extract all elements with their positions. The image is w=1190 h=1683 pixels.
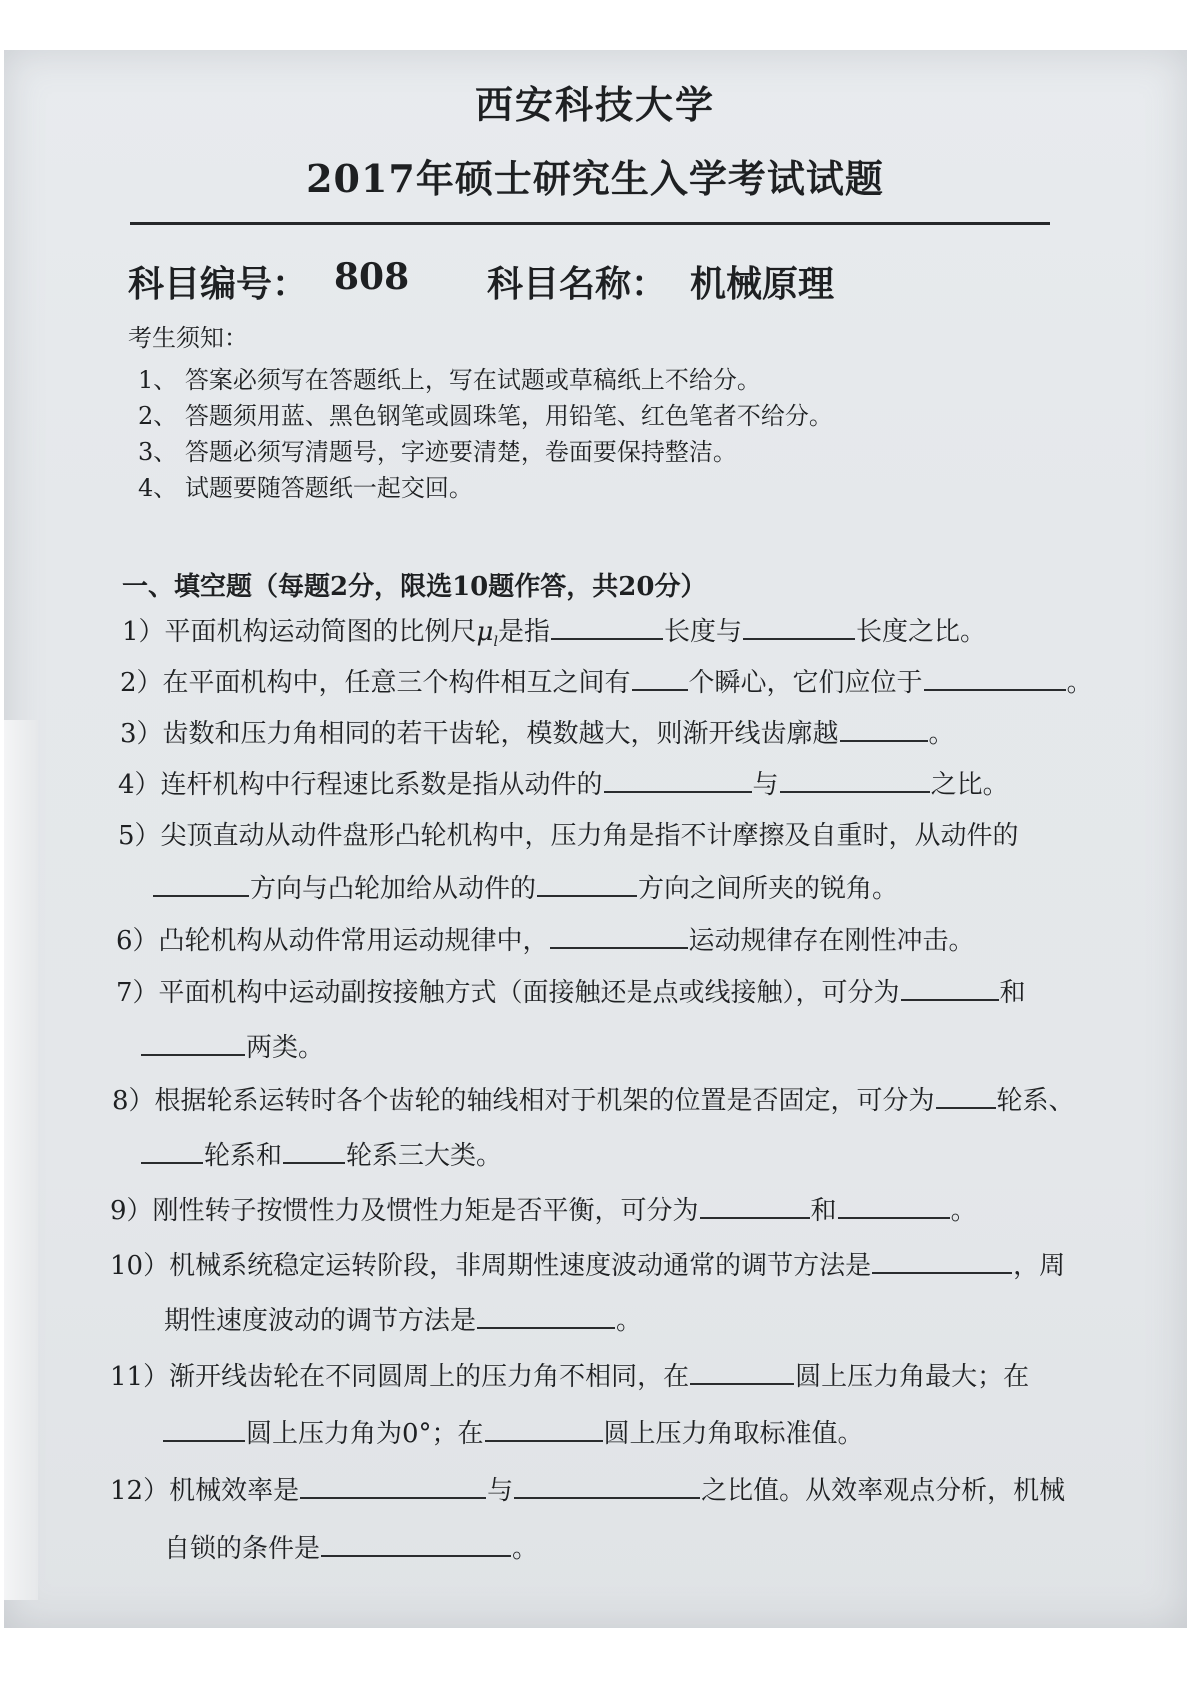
question-1: 1）平面机构运动简图的比例尺$\mu_l$是指 长度与 长度之比。 [122, 617, 986, 651]
question-2: 2）在平面机构中，任意三个构件相互之间有 个瞬心，它们应位于 。 [120, 668, 1093, 698]
answer-blank[interactable] [838, 1195, 950, 1219]
question-8-line-1: 8）根据轮系运转时各个齿轮的轴线相对于机架的位置是否固定，可分为 轮系、 [112, 1086, 1075, 1116]
answer-blank[interactable] [551, 616, 663, 640]
question-6: 6）凸轮机构从动件常用运动规律中， 运动规律存在刚性冲击。 [116, 926, 975, 956]
answer-blank[interactable] [872, 1250, 1012, 1274]
answer-blank[interactable] [743, 616, 855, 640]
notice-item: 3、 答题必须写清题号，字迹要清楚，卷面要保持整洁。 [138, 438, 737, 466]
answer-blank[interactable] [936, 1085, 996, 1109]
answer-blank[interactable] [901, 977, 999, 1001]
question-5-line-1: 5）尖顶直动从动件盘形凸轮机构中，压力角是指不计摩擦及自重时，从动件的 [118, 821, 1019, 851]
question-10-line-2: 期性速度波动的调节方法是 。 [164, 1306, 643, 1336]
answer-blank[interactable] [485, 1418, 603, 1442]
question-5-line-2: 方向与凸轮加给从动件的 方向之间所夹的锐角。 [152, 872, 898, 906]
answer-blank[interactable] [604, 769, 752, 793]
question-7-line-2: 两类。 [140, 1031, 324, 1065]
answer-blank[interactable] [690, 1361, 794, 1385]
question-9: 9）刚性转子按惯性力及惯性力矩是否平衡，可分为 和 。 [110, 1196, 977, 1226]
question-12-line-1: 12）机械效率是 与 之比值。从效率观点分析，机械 [110, 1476, 1066, 1506]
notice-title: 考生须知： [128, 324, 248, 352]
section-title: 一、填空题（每题2分，限选10题作答，共20分） [122, 572, 707, 602]
answer-blank[interactable] [321, 1533, 511, 1557]
subject-code-label: 科目编号： [128, 263, 309, 305]
question-11-line-1: 11）渐开线齿轮在不同圆周上的压力角不相同，在 圆上压力角最大；在 [110, 1362, 1030, 1392]
answer-blank[interactable] [141, 1032, 245, 1056]
answer-blank[interactable] [141, 1140, 203, 1164]
question-7-line-1: 7）平面机构中运动副按接触方式（面接触还是点或线接触），可分为 和 [116, 978, 1026, 1008]
notice-item: 2、 答题须用蓝、黑色钢笔或圆珠笔，用铅笔、红色笔者不给分。 [138, 402, 833, 430]
answer-blank[interactable] [514, 1475, 700, 1499]
notice-item: 1、 答案必须写在答题纸上，写在试题或草稿纸上不给分。 [138, 366, 761, 394]
school-name: 西安科技大学 [474, 82, 715, 127]
question-10-line-1: 10）机械系统稳定运转阶段，非周期性速度波动通常的调节方法是 ，周 [110, 1251, 1066, 1281]
subject-name-label: 科目名称： [487, 263, 668, 305]
answer-blank[interactable] [153, 873, 249, 897]
subject-name: 机械原理 [690, 263, 835, 305]
question-3: 3）齿数和压力角相同的若干齿轮，模数越大，则渐开线齿廓越 。 [120, 719, 955, 749]
answer-blank[interactable] [300, 1475, 486, 1499]
answer-blank[interactable] [550, 925, 688, 949]
answer-blank[interactable] [632, 667, 688, 691]
exam-title: 2017年硕士研究生入学考试试题 [306, 156, 884, 201]
question-8-line-2: 轮系和 轮系三大类。 [140, 1139, 502, 1173]
title-divider [130, 222, 1050, 225]
answer-blank[interactable] [840, 718, 928, 742]
question-4: 4）连杆机构中行程速比系数是指从动件的 与 之比。 [118, 770, 1009, 800]
answer-blank[interactable] [780, 769, 930, 793]
answer-blank[interactable] [283, 1140, 345, 1164]
question-11-line-2: 圆上压力角为0°；在 圆上压力角取标准值。 [162, 1417, 864, 1451]
answer-blank[interactable] [924, 667, 1066, 691]
answer-blank[interactable] [163, 1418, 245, 1442]
question-12-line-2: 自锁的条件是 。 [164, 1534, 539, 1564]
answer-blank[interactable] [537, 873, 637, 897]
notice-item: 4、 试题要随答题纸一起交回。 [138, 474, 473, 502]
answer-blank[interactable] [477, 1305, 615, 1329]
subject-code: 808 [334, 256, 410, 298]
answer-blank[interactable] [700, 1195, 810, 1219]
